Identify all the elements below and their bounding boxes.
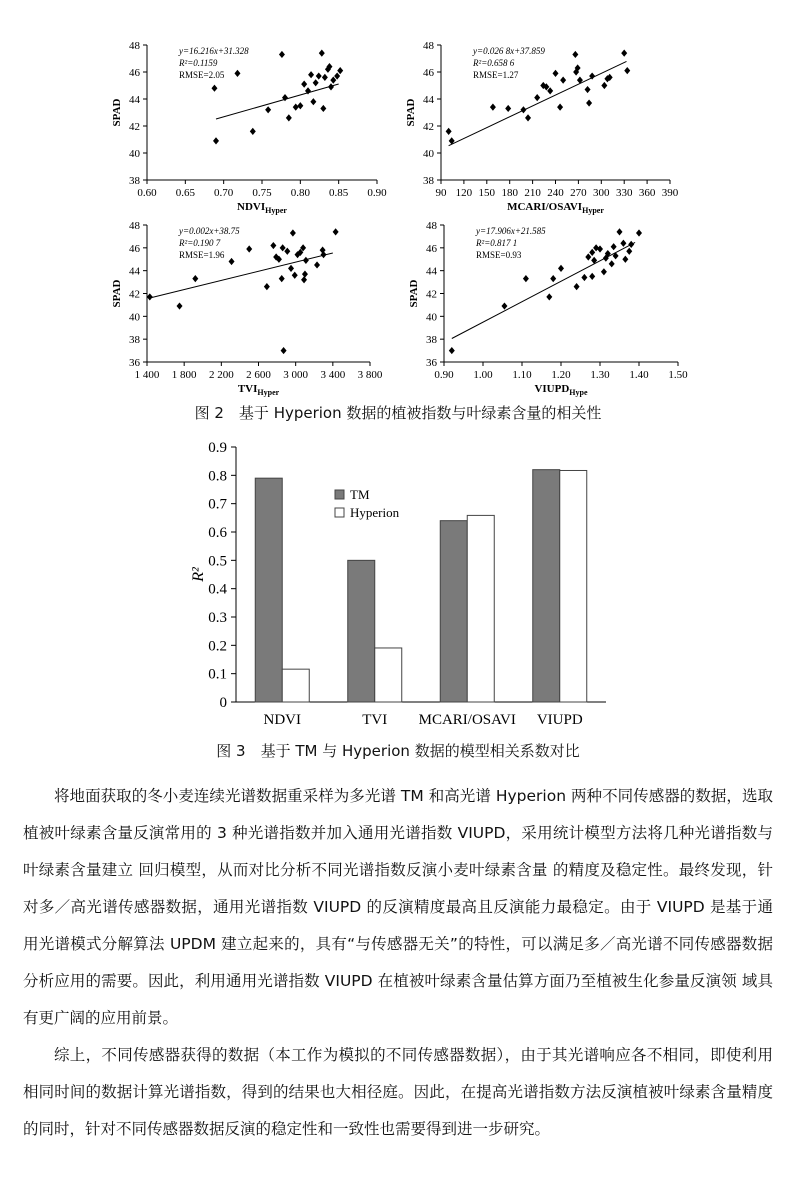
bar-hyperion-mcari-osavi xyxy=(467,515,494,702)
y-tick-label: 0.3 xyxy=(208,610,227,626)
x-tick-label: 330 xyxy=(615,187,633,199)
regression-equation-line: RMSE=2.05 xyxy=(179,70,225,80)
data-point xyxy=(553,70,559,77)
x-tick-label: 120 xyxy=(455,187,473,199)
figure-2-caption: 图 2 基于 Hyperion 数据的植被指数与叶绿素含量的相关性 xyxy=(194,404,602,422)
data-point xyxy=(281,347,287,354)
figure-3-bar-chart xyxy=(0,432,796,732)
data-point xyxy=(609,260,615,267)
x-tick-label: 0.85 xyxy=(329,187,349,199)
data-point xyxy=(628,241,634,248)
paragraph-1: 将地面获取的冬小麦连续光谱数据重采样为多光谱 TM 和高光谱 Hyperion 两种不同传感器的数据，选取植被叶绿素含量反演常用的 3 种光谱指数并加入通用光谱指数 VIUPD，采用统计模型方法将几种光谱指数与叶绿素含量建立 回归模型，从而对比分析不同光谱指数反演小麦叶绿素含量 的精度及稳定性。最终发现，针对多／高光谱传感器数据，通用光谱指数 VIUPD 的反演精度最高且反演能力最稳定。由于 VIUPD 是基于通用光谱模式分解算法 UPDM 建立起来的，具有“与传感器无关”的特性，可以满足多／高光谱不同传感器数据分析应用的需要。因此，利用通用光谱指数 VIUPD 在植被叶绿素含量估算方面乃至植被生化参量反演领 域具有更广阔的应用前景。 xyxy=(23,787,773,1027)
bar-tm-mcari-osavi xyxy=(440,521,467,702)
data-point xyxy=(313,79,319,86)
data-point xyxy=(286,114,292,121)
data-point xyxy=(284,248,290,255)
data-point xyxy=(270,242,276,249)
data-point xyxy=(229,258,235,265)
regression-equation-line: R²=0.817 1 xyxy=(476,238,518,248)
y-tick-label: 40 xyxy=(426,311,437,324)
x-axis-label-subscript: Hyper xyxy=(265,206,287,215)
data-point xyxy=(316,72,322,79)
x-tick-label: 0.90 xyxy=(367,187,387,199)
data-point xyxy=(288,265,294,272)
data-point xyxy=(574,283,580,290)
y-axis-label: R² xyxy=(190,567,207,582)
x-category-label: VIUPD xyxy=(536,712,583,728)
data-point xyxy=(581,274,587,281)
legend-swatch-hyperion xyxy=(335,508,344,517)
x-tick-label: 390 xyxy=(661,187,679,199)
data-point xyxy=(586,99,592,106)
data-point xyxy=(449,347,455,354)
y-tick-label: 48 xyxy=(129,220,140,232)
data-point xyxy=(290,229,296,236)
data-point xyxy=(293,104,299,111)
data-point xyxy=(147,293,153,300)
data-point xyxy=(279,275,285,282)
y-tick-label: 46 xyxy=(129,242,140,255)
x-tick-label: 0.70 xyxy=(214,187,234,199)
data-point xyxy=(301,81,307,88)
x-tick-label: 1.50 xyxy=(668,369,688,381)
x-tick-label: 90 xyxy=(435,187,447,199)
data-point xyxy=(534,94,540,101)
x-category-label: MCARI/OSAVI xyxy=(418,712,516,728)
data-point xyxy=(333,228,339,235)
data-point xyxy=(585,86,591,93)
y-tick-label: 36 xyxy=(426,357,437,369)
regression-equation-line: RMSE=1.27 xyxy=(473,70,519,80)
y-tick-label: 0.6 xyxy=(208,525,227,541)
x-tick-label: 270 xyxy=(570,187,587,199)
data-point xyxy=(446,128,452,135)
x-tick-label: 360 xyxy=(638,187,656,199)
x-tick-label: 0.60 xyxy=(137,187,157,199)
data-point xyxy=(560,77,566,84)
y-axis-label: SPAD xyxy=(408,279,420,308)
bar-tm-viupd xyxy=(533,470,560,702)
data-point xyxy=(585,253,591,260)
data-point xyxy=(319,50,325,57)
data-point xyxy=(250,128,256,135)
y-tick-label: 42 xyxy=(129,288,140,301)
data-point xyxy=(297,102,303,109)
y-tick-label: 0 xyxy=(219,695,227,711)
data-point xyxy=(334,72,340,79)
data-point xyxy=(546,293,552,300)
data-point xyxy=(322,74,328,81)
data-point xyxy=(617,228,623,235)
data-point xyxy=(310,98,316,105)
x-tick-label: 3 800 xyxy=(357,369,383,381)
data-point xyxy=(264,283,270,290)
y-tick-label: 44 xyxy=(129,265,140,278)
x-tick-label: 0.90 xyxy=(434,369,454,381)
data-point xyxy=(589,249,595,256)
y-tick-label: 46 xyxy=(129,67,140,79)
x-tick-label: 240 xyxy=(547,187,564,199)
x-axis-label-main: NDVI xyxy=(237,201,266,213)
x-tick-label: 3 000 xyxy=(283,369,309,381)
x-tick-label: 1 800 xyxy=(171,369,197,381)
x-axis-label xyxy=(238,383,280,397)
x-axis-label-main: MCARI/OSAVI xyxy=(507,201,583,213)
regression-equation-line: R²=0.190 7 xyxy=(179,238,221,248)
x-tick-label: 1.40 xyxy=(629,369,649,381)
x-tick-label: 180 xyxy=(501,187,518,199)
data-point xyxy=(611,243,617,250)
bar-tm-ndvi xyxy=(255,478,282,702)
data-point xyxy=(265,106,271,113)
data-point xyxy=(177,302,183,309)
data-point xyxy=(192,275,198,282)
data-point xyxy=(626,248,632,255)
data-point xyxy=(292,272,298,279)
x-tick-label: 1 400 xyxy=(134,369,160,381)
data-point xyxy=(572,51,578,58)
x-axis-label-subscript: Hype xyxy=(569,388,588,397)
regression-equation-line: y=17.906x+21.585 xyxy=(476,226,546,236)
y-tick-label: 0.5 xyxy=(208,553,227,570)
regression-equation-line: y=0.026 8x+37.859 xyxy=(473,46,545,56)
data-point xyxy=(636,229,642,236)
y-tick-label: 44 xyxy=(423,94,434,106)
bar-hyperion-viupd xyxy=(560,470,587,702)
regression-equation-line: RMSE=1.96 xyxy=(179,250,225,260)
y-tick-label: 46 xyxy=(423,67,434,79)
y-axis-label: SPAD xyxy=(111,98,123,127)
data-point xyxy=(501,302,507,309)
figure-3-caption: 图 3 基于 TM 与 Hyperion 数据的模型相关系数对比 xyxy=(216,742,580,760)
y-tick-label: 0.1 xyxy=(208,666,227,683)
data-point xyxy=(213,137,219,144)
y-tick-label: 38 xyxy=(129,334,140,347)
data-point xyxy=(211,85,217,92)
y-tick-label: 44 xyxy=(426,265,437,278)
data-point xyxy=(301,276,307,283)
data-point xyxy=(505,105,511,112)
x-axis-label-subscript: Hyper xyxy=(257,388,280,397)
data-point xyxy=(620,240,626,247)
data-point xyxy=(279,51,285,58)
y-tick-label: 0.4 xyxy=(208,581,227,598)
data-point xyxy=(246,245,252,252)
y-tick-label: 40 xyxy=(129,148,140,160)
y-tick-label: 0.7 xyxy=(208,496,227,513)
data-point xyxy=(330,77,336,84)
bar-hyperion-ndvi xyxy=(282,669,309,702)
legend-label-hyperion: Hyperion xyxy=(350,505,400,520)
x-tick-label: 1.30 xyxy=(590,369,610,381)
y-tick-label: 48 xyxy=(426,220,437,232)
x-tick-label: 0.80 xyxy=(290,187,310,199)
y-tick-label: 46 xyxy=(426,242,437,255)
x-axis-label-main: TVI xyxy=(237,383,258,395)
x-tick-label: 0.75 xyxy=(252,187,272,199)
data-point xyxy=(234,70,240,77)
regression-line xyxy=(216,84,339,119)
x-tick-label: 2 200 xyxy=(208,369,234,381)
data-point xyxy=(624,67,630,74)
regression-equation-line: RMSE=0.93 xyxy=(476,250,522,260)
data-point xyxy=(280,244,286,251)
bar-tm-tvi xyxy=(348,560,375,702)
x-tick-label: 0.65 xyxy=(175,187,195,199)
x-tick-label: 1.20 xyxy=(551,369,571,381)
data-point xyxy=(308,71,314,78)
y-tick-label: 0.2 xyxy=(208,638,227,655)
data-point xyxy=(337,67,343,74)
x-tick-label: 2 600 xyxy=(246,369,271,381)
x-tick-label: 1.00 xyxy=(473,369,493,381)
y-tick-label: 48 xyxy=(129,40,140,52)
paragraph-2: 综上，不同传感器获得的数据（本工作为模拟的不同传感器数据），由于其光谱响应各不相同，即使利用相同时间的数据计算光谱指数，得到的结果也大相径庭。因此，在提高光谱指数方法反演植被叶绿素含量精度的同时，针对不同传感器数据反演的稳定性和一致性也需要得到进一步研究。 xyxy=(23,1046,773,1138)
regression-equation-line: R²=0.1159 xyxy=(179,58,218,68)
data-point xyxy=(523,275,529,282)
y-tick-label: 40 xyxy=(423,148,434,160)
x-tick-label: 3 400 xyxy=(320,369,346,381)
data-point xyxy=(621,50,627,57)
y-tick-label: 42 xyxy=(129,121,140,133)
figure-2-scatter-plots xyxy=(0,0,796,400)
data-point xyxy=(490,104,496,111)
y-tick-label: 48 xyxy=(423,40,434,52)
x-tick-label: 300 xyxy=(593,187,610,199)
data-point xyxy=(328,83,334,90)
x-tick-label: 150 xyxy=(478,187,496,199)
data-point xyxy=(558,265,564,272)
scatter-panel-tvi xyxy=(111,220,383,397)
data-point xyxy=(601,268,607,275)
legend-label-tm: TM xyxy=(350,487,370,502)
y-tick-label: 40 xyxy=(129,311,140,324)
x-axis-label xyxy=(534,383,588,397)
bar-hyperion-tvi xyxy=(375,648,402,702)
y-tick-label: 0.8 xyxy=(208,468,227,485)
y-tick-label: 42 xyxy=(423,121,434,133)
x-category-label: TVI xyxy=(362,712,388,728)
data-point xyxy=(557,104,563,111)
y-tick-label: 38 xyxy=(426,334,437,347)
y-tick-label: 0.9 xyxy=(208,440,227,456)
y-tick-label: 38 xyxy=(423,175,434,187)
data-point xyxy=(320,105,326,112)
data-point xyxy=(525,114,531,121)
data-point xyxy=(314,261,320,268)
regression-equation-line: R²=0.658 6 xyxy=(473,58,515,68)
y-axis-label: SPAD xyxy=(405,98,417,127)
x-tick-label: 1.10 xyxy=(512,369,532,381)
x-tick-label: 210 xyxy=(524,187,541,199)
regression-equation-line: y=16.216x+31.328 xyxy=(179,46,249,56)
x-axis-label-subscript: Hyper xyxy=(582,206,604,215)
data-point xyxy=(589,273,595,280)
data-point xyxy=(550,275,556,282)
y-axis-label: SPAD xyxy=(111,279,123,308)
scatter-panel-mcari-osavi xyxy=(405,40,679,215)
data-point xyxy=(622,256,628,263)
x-category-label: NDVI xyxy=(263,712,301,728)
scatter-panel-ndvi xyxy=(111,40,387,215)
regression-equation-line: y=0.002x+38.75 xyxy=(179,226,240,236)
x-axis-label xyxy=(237,201,287,215)
y-tick-label: 36 xyxy=(129,357,140,369)
x-axis-label-main: VIUPD xyxy=(534,383,570,395)
y-tick-label: 42 xyxy=(426,288,437,301)
legend-swatch-tm xyxy=(335,490,344,499)
scatter-panel-viupd xyxy=(408,220,688,397)
data-point xyxy=(601,82,607,89)
body-text xyxy=(23,778,773,1148)
data-point xyxy=(302,270,308,277)
x-axis-label xyxy=(507,201,604,215)
data-point xyxy=(520,106,526,113)
y-tick-label: 44 xyxy=(129,94,140,106)
y-tick-label: 38 xyxy=(129,175,140,187)
data-point xyxy=(303,257,309,264)
